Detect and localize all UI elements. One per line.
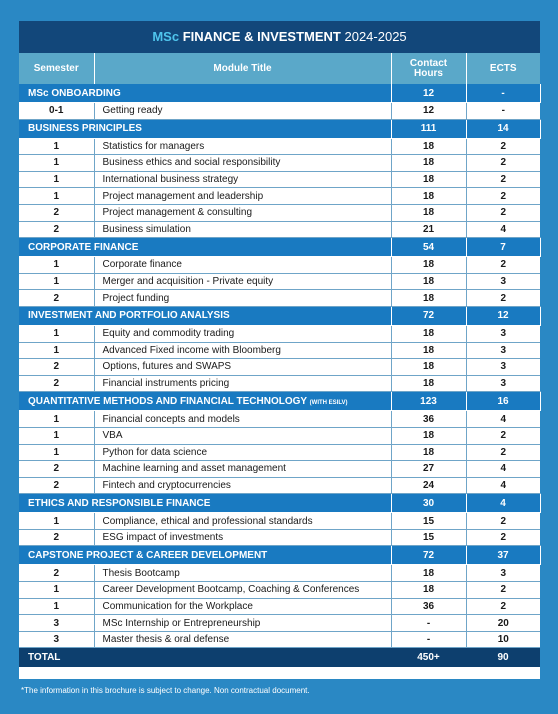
row-module-title: Fintech and cryptocurrencies — [94, 477, 391, 494]
row-contact-hours: 18 — [391, 359, 466, 376]
section-title — [19, 546, 391, 565]
row-module-title: Financial instruments pricing — [94, 375, 391, 392]
row-contact-hours: 24 — [391, 477, 466, 494]
row-semester: 1 — [19, 444, 94, 461]
row-semester: 1 — [19, 138, 94, 155]
row-ects: 4 — [466, 411, 540, 428]
table-row — [19, 103, 540, 120]
row-ects: 4 — [466, 461, 540, 478]
row-module-title: Business ethics and social responsibility — [94, 155, 391, 172]
section-row — [19, 392, 540, 411]
row-semester: 2 — [19, 221, 94, 238]
row-contact-hours: 27 — [391, 461, 466, 478]
table-row — [19, 444, 540, 461]
row-contact-hours: 18 — [391, 155, 466, 172]
row-semester: 2 — [19, 204, 94, 221]
row-module-title: Machine learning and asset management — [94, 461, 391, 478]
table-row — [19, 529, 540, 546]
row-ects: 3 — [466, 273, 540, 290]
row-contact-hours: 18 — [391, 325, 466, 342]
row-contact-hours: 36 — [391, 411, 466, 428]
row-ects: 3 — [466, 375, 540, 392]
row-contact-hours: 18 — [391, 582, 466, 599]
footnote: *The information in this brochure is subject to change. Non contractual document. — [21, 686, 310, 695]
row-semester: 2 — [19, 359, 94, 376]
section-row — [19, 238, 540, 257]
section-hours: 111 — [391, 119, 466, 138]
table-header-row — [19, 53, 540, 84]
section-name: ETHICS AND RESPONSIBLE FINANCE — [28, 497, 211, 509]
row-module-title: Statistics for managers — [94, 138, 391, 155]
row-ects: 2 — [466, 529, 540, 546]
row-semester: 2 — [19, 529, 94, 546]
row-semester: 1 — [19, 427, 94, 444]
table-row — [19, 155, 540, 172]
row-module-title: Compliance, ethical and professional standards — [94, 513, 391, 530]
table-row — [19, 598, 540, 615]
row-ects: 2 — [466, 155, 540, 172]
row-module-title: Financial concepts and models — [94, 411, 391, 428]
row-ects: 2 — [466, 138, 540, 155]
table-row — [19, 427, 540, 444]
row-module-title: Project management & consulting — [94, 204, 391, 221]
row-semester: 1 — [19, 171, 94, 188]
row-semester: 1 — [19, 342, 94, 359]
row-ects: 2 — [466, 290, 540, 307]
row-ects: 2 — [466, 513, 540, 530]
row-ects: 2 — [466, 171, 540, 188]
row-module-title: Corporate finance — [94, 257, 391, 274]
row-semester: 1 — [19, 257, 94, 274]
table-row — [19, 342, 540, 359]
section-ects: 16 — [466, 392, 540, 411]
header-contact-line2: Hours — [414, 67, 443, 79]
section-hours: 72 — [391, 546, 466, 565]
title-main: FINANCE & INVESTMENT — [182, 29, 341, 44]
row-contact-hours: 18 — [391, 290, 466, 307]
row-semester: 3 — [19, 631, 94, 648]
row-module-title: Master thesis & oral defense — [94, 631, 391, 648]
row-contact-hours: 15 — [391, 513, 466, 530]
header-ects: ECTS — [466, 53, 540, 84]
row-contact-hours: - — [391, 631, 466, 648]
section-row — [19, 546, 540, 565]
row-ects: 3 — [466, 565, 540, 582]
row-module-title: Career Development Bootcamp, Coaching & Conferences — [94, 582, 391, 599]
row-contact-hours: 18 — [391, 444, 466, 461]
row-semester: 2 — [19, 565, 94, 582]
table-row — [19, 461, 540, 478]
header-contact-line1: Contact — [409, 57, 448, 69]
row-ects: 2 — [466, 188, 540, 205]
row-semester: 1 — [19, 598, 94, 615]
section-ects: 12 — [466, 306, 540, 325]
row-contact-hours: 18 — [391, 273, 466, 290]
section-name: QUANTITATIVE METHODS AND FINANCIAL TECHNOLOGY — [28, 395, 307, 407]
row-ects: 3 — [466, 342, 540, 359]
row-semester: 1 — [19, 325, 94, 342]
section-name-suffix: (WITH ESILV) — [309, 399, 348, 406]
row-module-title: MSc Internship or Entrepreneurship — [94, 615, 391, 632]
row-semester: 1 — [19, 155, 94, 172]
row-semester: 1 — [19, 411, 94, 428]
header-contact-hours — [391, 53, 466, 84]
total-hours: 450+ — [391, 648, 466, 668]
section-row — [19, 84, 540, 103]
table-row — [19, 582, 540, 599]
row-module-title: Python for data science — [94, 444, 391, 461]
table-row — [19, 221, 540, 238]
row-module-title: Communication for the Workplace — [94, 598, 391, 615]
section-ects: 37 — [466, 546, 540, 565]
table-row — [19, 375, 540, 392]
table-row — [19, 188, 540, 205]
table-body — [19, 84, 540, 667]
section-title — [19, 392, 391, 411]
row-ects: 2 — [466, 582, 540, 599]
table-row — [19, 359, 540, 376]
table-row — [19, 565, 540, 582]
row-module-title: Project management and leadership — [94, 188, 391, 205]
row-module-title: VBA — [94, 427, 391, 444]
section-hours: 72 — [391, 306, 466, 325]
row-module-title: Advanced Fixed income with Bloomberg — [94, 342, 391, 359]
row-ects: 3 — [466, 325, 540, 342]
section-title — [19, 238, 391, 257]
row-contact-hours: 18 — [391, 342, 466, 359]
header-semester: Semester — [19, 53, 94, 84]
row-semester: 2 — [19, 290, 94, 307]
row-ects: 2 — [466, 257, 540, 274]
section-hours: 30 — [391, 494, 466, 513]
row-ects: 2 — [466, 427, 540, 444]
row-ects: 10 — [466, 631, 540, 648]
table-row — [19, 290, 540, 307]
program-card — [19, 21, 540, 679]
row-module-title: Business simulation — [94, 221, 391, 238]
section-hours: 123 — [391, 392, 466, 411]
section-name: CORPORATE FINANCE — [28, 241, 139, 253]
row-ects: 4 — [466, 477, 540, 494]
section-row — [19, 306, 540, 325]
section-row — [19, 119, 540, 138]
section-ects: - — [466, 84, 540, 103]
row-ects: - — [466, 103, 540, 120]
row-semester: 1 — [19, 513, 94, 530]
table-row — [19, 257, 540, 274]
row-contact-hours: 15 — [391, 529, 466, 546]
row-ects: 2 — [466, 444, 540, 461]
table-row — [19, 477, 540, 494]
row-module-title: Getting ready — [94, 103, 391, 120]
row-contact-hours: 18 — [391, 375, 466, 392]
row-semester: 3 — [19, 615, 94, 632]
row-contact-hours: 36 — [391, 598, 466, 615]
table-row — [19, 171, 540, 188]
row-semester: 2 — [19, 375, 94, 392]
row-semester: 2 — [19, 461, 94, 478]
table-row — [19, 138, 540, 155]
program-title — [19, 21, 540, 53]
section-ects: 14 — [466, 119, 540, 138]
section-title — [19, 306, 391, 325]
section-name: MSc ONBOARDING — [28, 87, 121, 99]
row-contact-hours: 18 — [391, 138, 466, 155]
row-contact-hours: 18 — [391, 257, 466, 274]
row-module-title: Project funding — [94, 290, 391, 307]
row-ects: 2 — [466, 598, 540, 615]
table-row — [19, 325, 540, 342]
row-contact-hours: 18 — [391, 188, 466, 205]
row-module-title: International business strategy — [94, 171, 391, 188]
table-row — [19, 411, 540, 428]
row-semester: 1 — [19, 582, 94, 599]
section-hours: 12 — [391, 84, 466, 103]
section-hours: 54 — [391, 238, 466, 257]
row-contact-hours: 12 — [391, 103, 466, 120]
section-ects: 4 — [466, 494, 540, 513]
table-row — [19, 204, 540, 221]
total-label: TOTAL — [19, 648, 391, 668]
total-row — [19, 648, 540, 668]
title-year: 2024-2025 — [344, 29, 407, 44]
table-row — [19, 615, 540, 632]
row-module-title: Merger and acquisition - Private equity — [94, 273, 391, 290]
section-title — [19, 119, 391, 138]
total-ects: 90 — [466, 648, 540, 668]
row-module-title: Options, futures and SWAPS — [94, 359, 391, 376]
section-name: INVESTMENT AND PORTFOLIO ANALYSIS — [28, 310, 230, 322]
table-row — [19, 273, 540, 290]
section-row — [19, 494, 540, 513]
row-semester: 2 — [19, 477, 94, 494]
row-ects: 2 — [466, 204, 540, 221]
row-contact-hours: 18 — [391, 204, 466, 221]
header-module-title: Module Title — [94, 53, 391, 84]
row-contact-hours: 18 — [391, 427, 466, 444]
row-module-title: Equity and commodity trading — [94, 325, 391, 342]
section-title — [19, 84, 391, 103]
section-name: BUSINESS PRINCIPLES — [28, 123, 142, 135]
row-module-title: ESG impact of investments — [94, 529, 391, 546]
row-contact-hours: 18 — [391, 565, 466, 582]
curriculum-table — [19, 53, 541, 667]
row-ects: 3 — [466, 359, 540, 376]
row-semester: 1 — [19, 188, 94, 205]
row-ects: 20 — [466, 615, 540, 632]
row-semester: 0-1 — [19, 103, 94, 120]
row-contact-hours: 18 — [391, 171, 466, 188]
table-row — [19, 513, 540, 530]
title-prefix: MSc — [152, 29, 180, 44]
row-contact-hours: - — [391, 615, 466, 632]
table-row — [19, 631, 540, 648]
row-semester: 1 — [19, 273, 94, 290]
row-module-title: Thesis Bootcamp — [94, 565, 391, 582]
section-title — [19, 494, 391, 513]
section-ects: 7 — [466, 238, 540, 257]
row-ects: 4 — [466, 221, 540, 238]
section-name: CAPSTONE PROJECT & CAREER DEVELOPMENT — [28, 549, 268, 561]
row-contact-hours: 21 — [391, 221, 466, 238]
